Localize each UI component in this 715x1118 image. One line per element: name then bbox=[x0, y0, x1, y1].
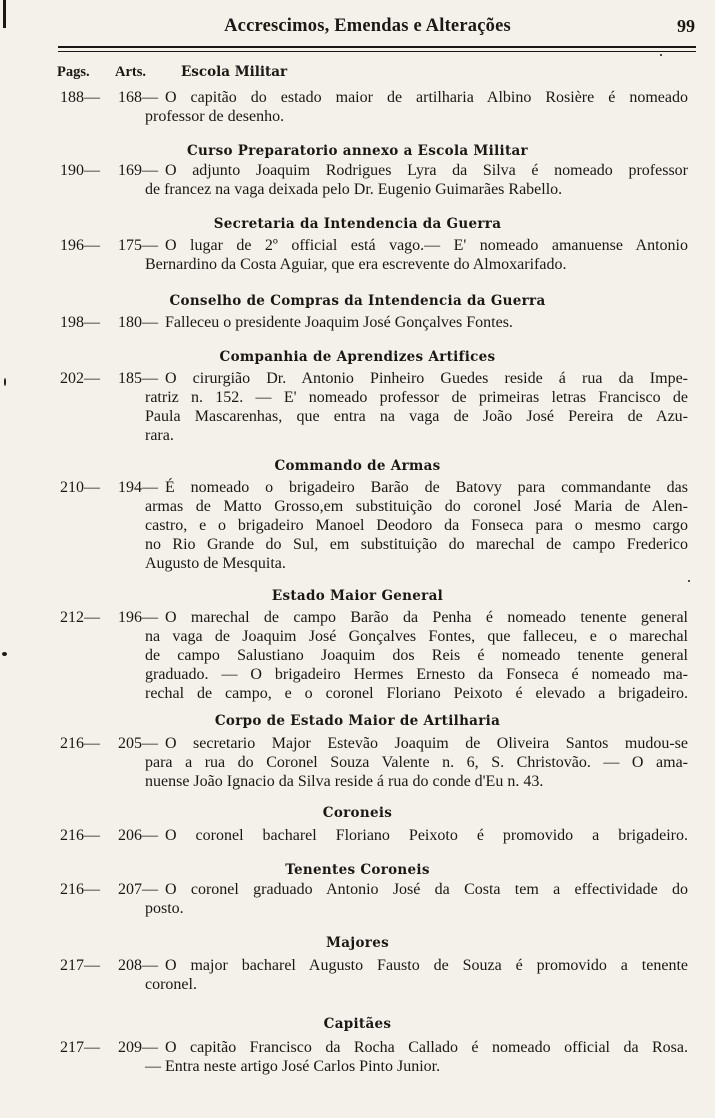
section-title: Curso Preparatorio annexo a Escola Militar bbox=[187, 143, 528, 159]
section-title: Majores bbox=[326, 935, 389, 951]
entry-page-ref: 217— bbox=[60, 957, 100, 974]
entry-line: O major bacharel Augusto Fausto de Souza é promovido a tenente bbox=[165, 957, 688, 974]
entry-page-ref: 190— bbox=[60, 162, 100, 179]
entry-page-ref: 198— bbox=[60, 314, 100, 331]
page-number: 99 bbox=[677, 16, 695, 36]
entry-page-ref: 188— bbox=[60, 89, 100, 106]
section-title: Capitães bbox=[323, 1016, 392, 1032]
entry-article-ref: 175— bbox=[118, 237, 158, 254]
entry-line: no Rio Grande do Sul, em substituição do marechal de campo Frederico bbox=[145, 536, 688, 553]
entry-line: O adjunto Joaquim Rodrigues Lyra da Silva é nomeado professor bbox=[165, 162, 688, 179]
entry-line: rara. bbox=[145, 427, 174, 444]
column-head-arts: Arts. bbox=[115, 64, 147, 80]
scan-speck bbox=[660, 54, 662, 56]
section-title: Conselho de Compras da Intendencia da Guerra bbox=[169, 293, 546, 309]
entry-line: rechal de campo, e o coronel Floriano Peixoto é elevado a brigadeiro. bbox=[145, 685, 688, 702]
entry-line: O secretario Major Estevão Joaquim de Oliveira Santos mudou-se bbox=[165, 735, 688, 752]
entry-article-ref: 205— bbox=[118, 735, 158, 752]
scan-speck bbox=[2, 652, 7, 656]
entry-line: Paula Mascarenhas, que entra na vaga de João José Pereira de Azu- bbox=[145, 408, 688, 425]
header-title: Accrescimos, Emendas e Alterações bbox=[224, 16, 511, 36]
entry-page-ref: 216— bbox=[60, 827, 100, 844]
entry-page-ref: 217— bbox=[60, 1039, 100, 1056]
entry-line: ratriz n. 152. — E' nomeado professor de primeiras letras Francisco de bbox=[145, 389, 688, 406]
entry-article-ref: 180— bbox=[118, 314, 158, 331]
entry-article-ref: 206— bbox=[118, 827, 158, 844]
entry-line: castro, e o brigadeiro Manoel Deodoro da Fonseca para o mesmo cargo bbox=[145, 517, 688, 534]
entry-line: O lugar de 2º official está vago.— E' nomeado amanuense Antonio bbox=[165, 237, 688, 254]
section-title: Coroneis bbox=[322, 805, 393, 821]
entry-line: nuense João Ignacio da Silva reside á rua do conde d'Eu n. 43. bbox=[145, 773, 544, 790]
entry-line: para a rua do Coronel Souza Valente n. 6, S. Christovão. — O ama- bbox=[145, 754, 688, 771]
entry-line: O capitão Francisco da Rocha Callado é nomeado official da Rosa. bbox=[165, 1039, 688, 1056]
entry-line: O marechal de campo Barão da Penha é nomeado tenente general bbox=[165, 609, 688, 626]
entry-article-ref: 207— bbox=[118, 881, 158, 898]
entry-page-ref: 216— bbox=[60, 881, 100, 898]
entry-line: na vaga de Joaquim José Gonçalves Fontes, que falleceu, e o marechal bbox=[145, 628, 688, 645]
scan-speck bbox=[4, 378, 6, 386]
entry-line: Falleceu o presidente Joaquim José Gonçalves Fontes. bbox=[165, 314, 513, 331]
section-title: Tenentes Coroneis bbox=[285, 862, 430, 878]
entry-article-ref: 196— bbox=[118, 609, 158, 626]
entry-line: graduado. — O brigadeiro Hermes Ernesto da Fonseca é nomeado ma- bbox=[145, 666, 688, 683]
entry-line: posto. bbox=[145, 900, 184, 917]
page-header bbox=[40, 16, 695, 42]
entry-line: — Entra neste artigo José Carlos Pinto Junior. bbox=[145, 1058, 441, 1075]
header-rule bbox=[58, 46, 696, 52]
entry-line: coronel. bbox=[145, 976, 197, 993]
entry-line: de francez na vaga deixada pelo Dr. Eugenio Guimarães Rabello. bbox=[145, 181, 563, 198]
entry-line: O coronel graduado Antonio José da Costa tem a effectividade do bbox=[165, 881, 688, 898]
entry-article-ref: 209— bbox=[118, 1039, 158, 1056]
entry-line: O capitão do estado maior de artilharia Albino Rosière é nomeado bbox=[165, 89, 688, 106]
entry-page-ref: 196— bbox=[60, 237, 100, 254]
entry-page-ref: 216— bbox=[60, 735, 100, 752]
entry-page-ref: 212— bbox=[60, 609, 100, 626]
entry-article-ref: 208— bbox=[118, 957, 158, 974]
entry-line: de campo Salustiano Joaquim dos Reis é nomeado tenente general bbox=[145, 647, 688, 664]
entry-article-ref: 194— bbox=[118, 479, 158, 496]
column-head-pags: Pags. bbox=[57, 64, 90, 80]
entry-line: Augusto de Mesquita. bbox=[145, 555, 286, 572]
scan-speck bbox=[688, 580, 690, 582]
entry-article-ref: 168— bbox=[118, 89, 158, 106]
scan-edge-mark bbox=[3, 0, 6, 28]
section-title: Commando de Armas bbox=[274, 458, 441, 474]
entry-line: O coronel bacharel Floriano Peixoto é promovido a brigadeiro. bbox=[165, 827, 688, 844]
entry-line: É nomeado o brigadeiro Barão de Batovy para commandante das bbox=[165, 479, 688, 496]
entry-line: professor de desenho. bbox=[145, 108, 285, 125]
entry-line: O cirurgião Dr. Antonio Pinheiro Guedes reside á rua da Impe- bbox=[165, 370, 688, 387]
entry-page-ref: 202— bbox=[60, 370, 100, 387]
entry-article-ref: 169— bbox=[118, 162, 158, 179]
entry-page-ref: 210— bbox=[60, 479, 100, 496]
entry-article-ref: 185— bbox=[118, 370, 158, 387]
entry-line: armas de Matto Grosso,em substituição do coronel José Maria de Alen- bbox=[145, 498, 688, 515]
section-title: Secretaria da Intendencia da Guerra bbox=[213, 216, 502, 232]
section-title: Corpo de Estado Maior de Artilharia bbox=[214, 713, 501, 729]
section-title: Companhia de Aprendizes Artifices bbox=[219, 349, 496, 365]
section-title: Estado Maior General bbox=[271, 588, 444, 604]
entry-line: Bernardino da Costa Aguiar, que era escrevente do Almoxarifado. bbox=[145, 256, 567, 273]
section-title-escola-militar: Escola Militar bbox=[181, 64, 288, 80]
